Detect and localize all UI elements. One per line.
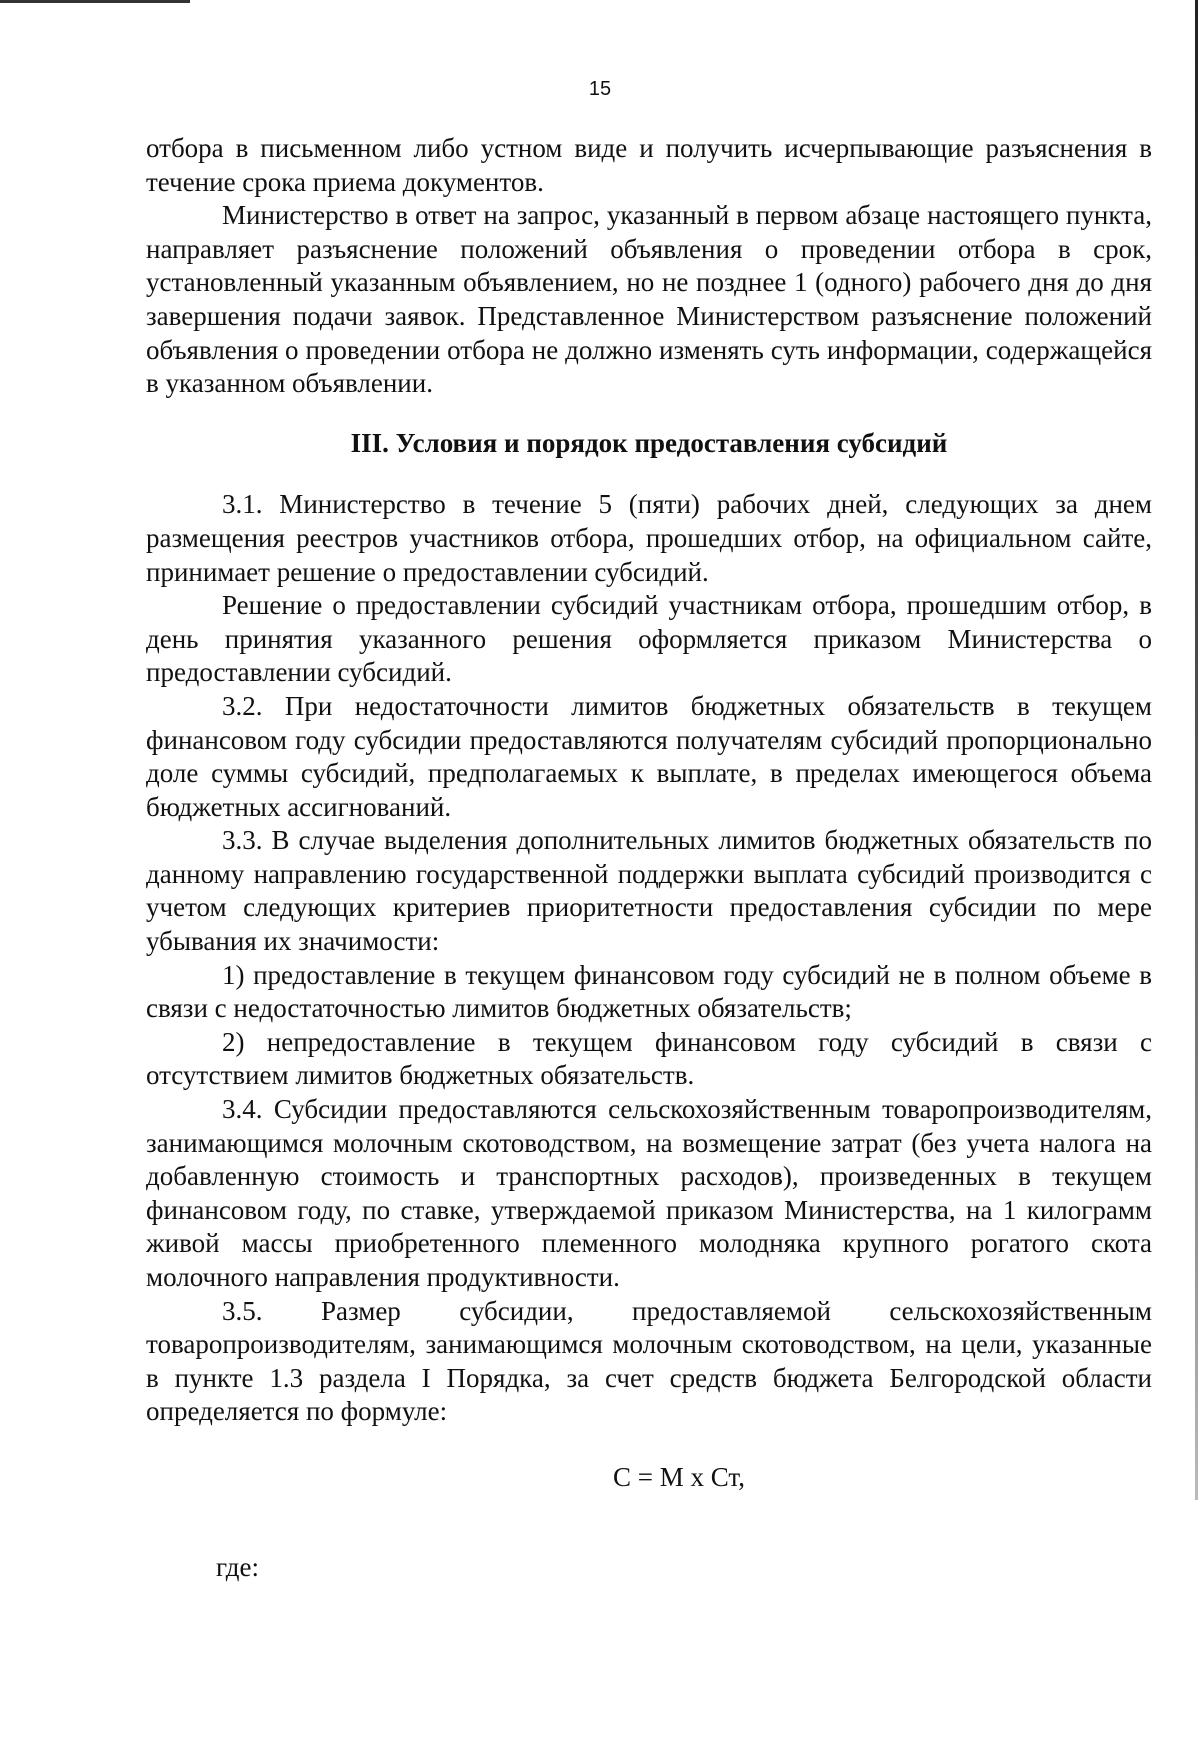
- list-item-1: 1) предоставление в текущем финансовом году субсидий не в полном объеме в связи с недостаточностью лимитов бюджетных обязательств;: [146, 959, 1152, 1024]
- scan-edge-right: [1195, 0, 1198, 1500]
- paragraph-decision: Решение о предоставлении субсидий участникам отбора, прошедшим отбор, в день принятия указанного решения оформляется приказом Министерства о предоставлении субсидий.: [146, 590, 1152, 688]
- formula: С = М х Ст,: [613, 1461, 745, 1492]
- paragraph-3-4: 3.4. Субсидии предоставляются сельскохозяйственным товаропроизводителям, занимающимся молочным скотоводством, на возмещение затрат (без учета налога на добавленную стоимость и транспортных расходов), произведенных в текущем финансовом году, по ставке, утверждаемой приказом Министерства, на 1 килограмм живой массы приобретенного племенного молодняка крупного рогатого скота молочного направления продуктивности.: [146, 1094, 1152, 1292]
- paragraph-3-3: 3.3. В случае выделения дополнительных лимитов бюджетных обязательств по данному направлению государственной поддержки выплата субсидий производится с учетом следующих критериев приоритетности предоставления субсидии по мере убывания их значимости:: [146, 825, 1152, 957]
- paragraph-3-2: 3.2. При недостаточности лимитов бюджетных обязательств в текущем финансовом году субсидии предоставляются получателям субсидий пропорционально доле суммы субсидий, предполагаемых к выплате, в пределах имеющегося объема бюджетных ассигнований.: [146, 690, 1152, 822]
- document-body: [146, 132, 1152, 1584]
- where-label: где:: [216, 1551, 259, 1582]
- paragraph-continuation: отбора в письменном либо устном виде и получить исчерпывающие разъяснения в течение срока приема документов.: [146, 133, 1152, 197]
- section-heading: III. Условия и порядок предоставления субсидий: [350, 427, 948, 458]
- paragraph-3-5: 3.5. Размер субсидии, предоставляемой сельскохозяйственным товаропроизводителям, занимающимся молочным скотоводством, на цели, указанные в пункте 1.3 раздела I Порядка, за счет средств бюджета Белгородской области определяется по формуле:: [146, 1295, 1152, 1427]
- list-item-2: 2) непредоставление в текущем финансовом году субсидий в связи с отсутствием лимитов бюджетных обязательств.: [146, 1026, 1152, 1091]
- paragraph-ministry-response: Министерство в ответ на запрос, указанный в первом абзаце настоящего пункта, направляет разъяснение положений объявления о проведении отбора в срок, установленный указанным объявлением, но не позднее 1 (одного) рабочего дня до дня завершения подачи заявок. Представленное Министерством разъяснение положений объявления о проведении отбора не должно изменять суть информации, содержащейся в указанном объявлении.: [146, 200, 1152, 399]
- scan-edge-top: [0, 0, 190, 3]
- page-number: 15: [588, 78, 612, 100]
- paragraph-3-1: 3.1. Министерство в течение 5 (пяти) рабочих дней, следующих за днем размещения реестров участников отбора, прошедших отбор, на официальном сайте, принимает решение о предоставлении субсидий.: [146, 489, 1152, 587]
